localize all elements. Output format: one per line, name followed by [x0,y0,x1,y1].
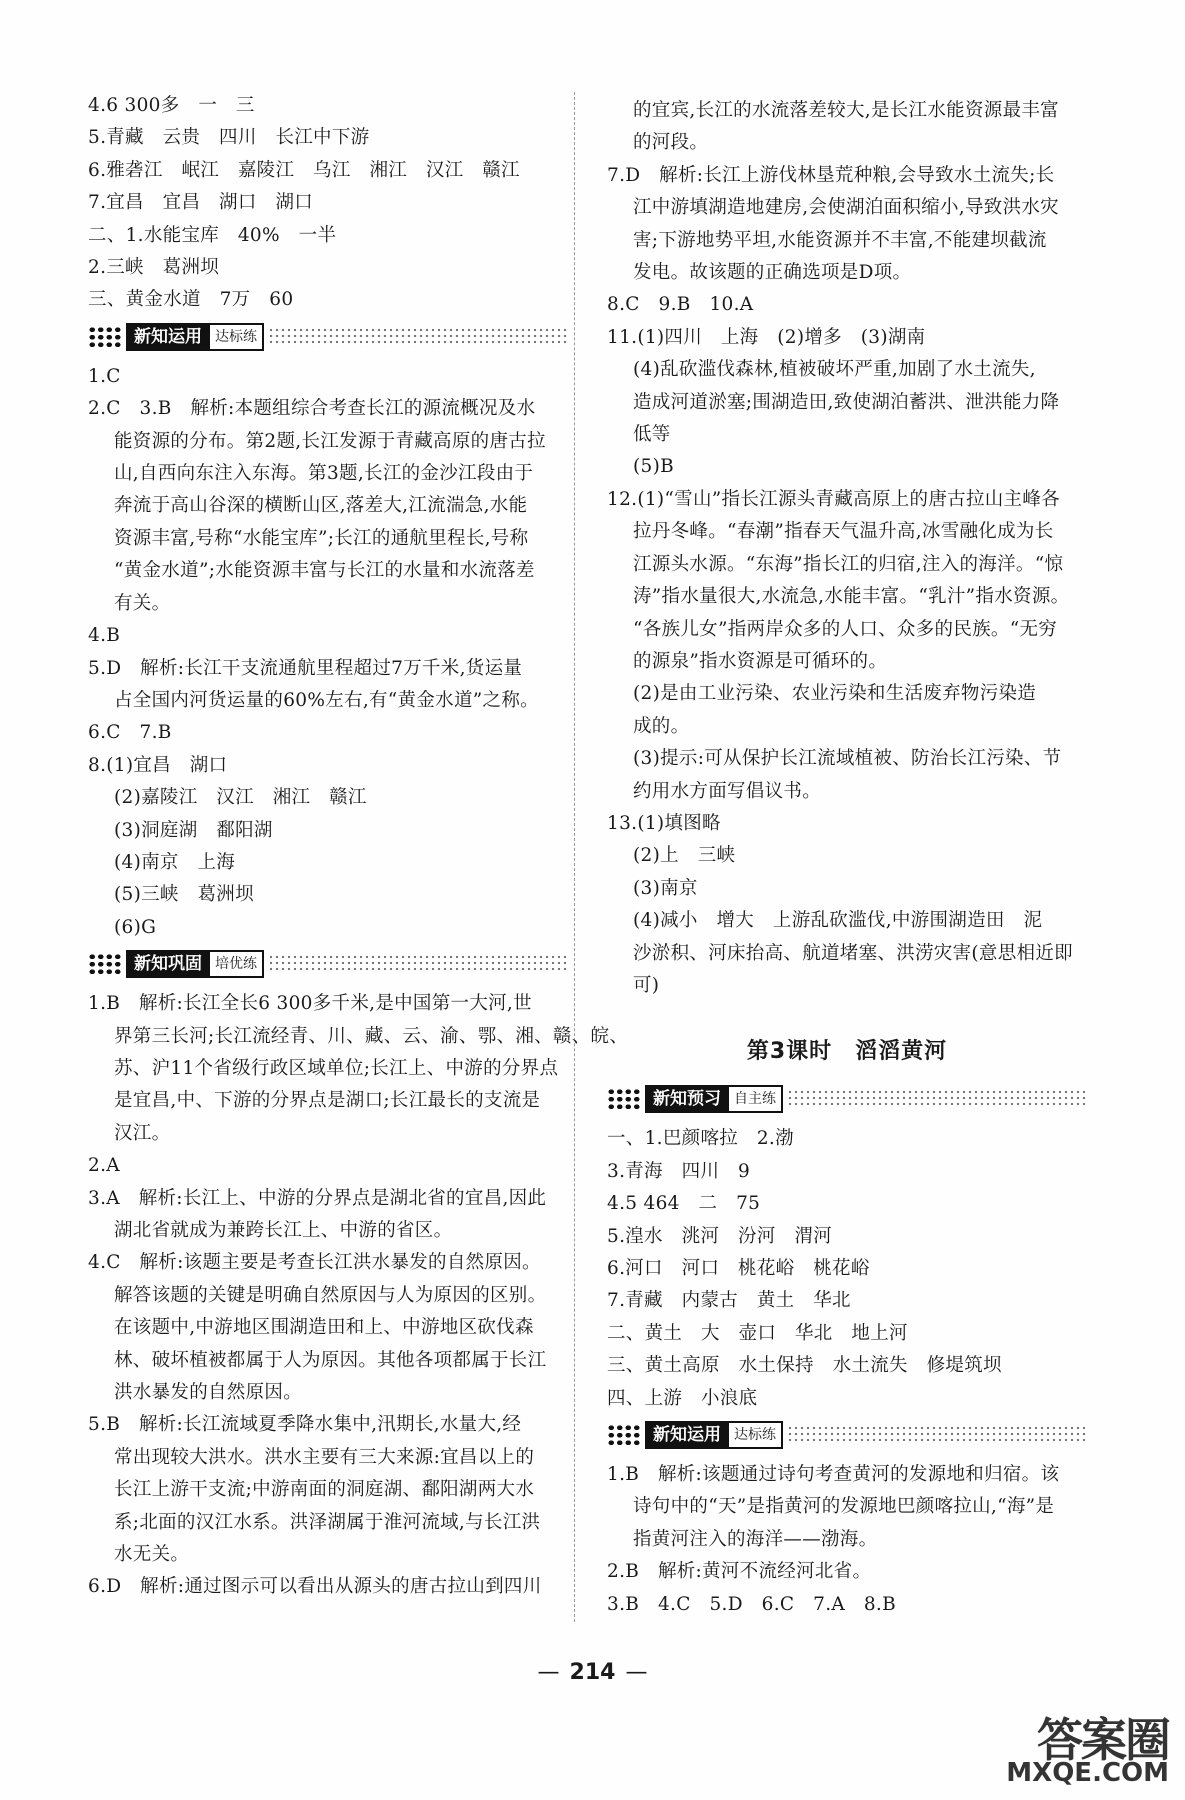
answer-line: 的宜宾,长江的水流落差较大,是长江水能资源最丰富 [633,100,1059,121]
section-subtitle: 培优练 [210,950,264,978]
answer-line: 发电。故该题的正确选项是D项。 [633,262,912,284]
dots-icon [88,326,122,348]
answer-line: (2)上 三峡 [633,845,736,867]
answer-line: 1.C [88,365,121,387]
answer-line: 成的。 [633,715,690,737]
answer-line: “黄金水道”;水能资源丰富与长江的水量和水流落差 [114,560,535,582]
answer-line: 6.河口 河口 桃花峪 桃花峪 [607,1258,870,1279]
answer-line: 有关。 [114,592,171,614]
answer-line: 资源丰富,号称“水能宝库”;长江的通航里程长,号称 [114,527,529,549]
answer-line: 2.A [88,1155,120,1177]
section-title: 新知运用 [126,323,210,351]
answer-line: 2.三峡 葛洲坝 [88,257,220,279]
answer-line: 5.B 解析:长江流域夏季降水集中,汛期长,水量大,经 [88,1414,522,1436]
answer-line: (3)提示:可从保护长江流域植被、防治长江污染、节 [633,748,1062,770]
answer-line: 4.B [88,625,121,647]
answer-line: 可) [633,974,660,996]
answer-line: 1.B 解析:长江全长6 300多千米,是中国第一大河,世 [88,993,532,1015]
answer-line: 湖北省就成为兼跨长江上、中游的省区。 [114,1220,453,1241]
section-subtitle: 自主练 [729,1085,783,1113]
answer-line: (4)乱砍滥伐森林,植被破坏严重,加剧了水土流失, [633,359,1036,381]
page-number: — 214 — [537,1660,648,1685]
watermark-top: 答案圈 [1037,1713,1169,1767]
page-number-value: 214 [569,1660,616,1685]
answer-line: 约用水方面写倡议书。 [633,780,822,802]
answer-line: 长江上游干支流;中游南面的洞庭湖、鄱阳湖两大水 [114,1479,535,1501]
answer-line: 二、1.水能宝库 40% 一半 [88,224,337,246]
answer-line: 11.(1)四川 上海 (2)增多 (3)湖南 [607,326,926,348]
lesson-title: 第3课时 滔滔黄河 [746,1039,948,1065]
left-column [88,90,629,1604]
answer-line: 5.D 解析:长江干支流通航里程超过7万千米,货运量 [88,657,523,679]
section-title: 新知巩固 [126,950,210,978]
left-answers-apply [88,361,568,944]
answer-line: 害;下游地势平坦,水能资源并不丰富,不能建坝截流 [633,229,1047,251]
answer-line: 涛”指水量很大,水流急,水能丰富。“乳汁”指水资源。 [633,586,1070,608]
answer-line: 二、黄土 大 壶口 华北 地上河 [607,1322,908,1344]
answer-line: 洪水暴发的自然原因。 [114,1382,303,1404]
answer-line: 4.6 300多 一 三 [88,95,255,116]
answer-line: 四、上游 小浪底 [607,1387,758,1409]
answer-line: “各族儿女”指两岸众多的人口、众多的民族。“无穷 [633,618,1058,640]
answer-line: 的源泉”指水资源是可循环的。 [633,650,888,672]
answer-line: 常出现较大洪水。洪水主要有三大来源:宜昌以上的 [114,1446,535,1468]
answer-line: (4)南京 上海 [114,851,236,873]
right-answers-apply [607,1459,1087,1621]
dots-icon [607,1424,641,1446]
section-subtitle: 达标练 [210,323,264,351]
answer-line: 5.青藏 云贵 四川 长江中下游 [88,127,370,149]
answer-line: 13.(1)填图略 [607,812,721,834]
section-header-apply [88,323,568,351]
answer-line: 的河段。 [633,132,709,154]
answer-line: 在该题中,中游地区围湖造田和上、中游地区砍伐森 [114,1317,534,1339]
answer-line: 能资源的分布。第2题,长江发源于青藏高原的唐古拉 [114,430,546,452]
right-answers-preview [607,1123,1087,1415]
watermark-logo [1003,1700,1173,1790]
answer-line: 2.C 3.B 解析:本题组综合考查长江的源流概况及水 [88,398,536,420]
answer-line: 6.C 7.B [88,722,172,744]
answer-line: 造成河道淤塞;围湖造田,致使湖泊蓄洪、泄洪能力降 [633,391,1060,413]
answer-line: 奔流于高山谷深的横断山区,落差大,江流湍急,水能 [114,495,528,517]
answer-line: (3)南京 [633,877,698,899]
answer-line: 三、黄土高原 水土保持 水土流失 修堤筑坝 [607,1355,1002,1377]
answer-line: 系;北面的汉江水系。洪泽湖属于淮河流域,与长江洪 [114,1511,541,1533]
answer-line: 7.D 解析:长江上游伐林垦荒种粮,会导致水土流失;长 [607,164,1055,186]
dots-icon [607,1088,641,1110]
answer-line: (5)B [633,456,675,478]
section-title: 新知运用 [645,1421,729,1449]
answer-line: 4.5 464 二 75 [607,1193,761,1215]
answer-line: 汉江。 [114,1122,171,1144]
section-header-consolidate [88,950,568,978]
answer-line: 林、破坏植被都属于人为原因。其他各项都属于长江 [114,1349,547,1371]
answer-line: 江中游填湖造地建房,会使湖泊面积缩小,导致洪水灾 [633,197,1059,219]
answer-line: 6.雅砻江 岷江 嘉陵江 乌江 湘江 汉江 赣江 [88,159,520,181]
dotted-rule [787,1425,1087,1445]
answer-line: 水无关。 [114,1544,190,1566]
answer-line: 指黄河注入的海洋——渤海。 [633,1528,878,1550]
section-subtitle: 达标练 [729,1421,783,1449]
answer-line: (6)G [114,916,157,938]
answer-line: 12.(1)“雪山”指长江源头青藏高原上的唐古拉山主峰各 [607,488,1060,510]
answer-line: 苏、沪11个省级行政区域单位;长江上、中游的分界点 [114,1057,559,1079]
dots-icon [88,953,122,975]
answer-line: 拉丹冬峰。“春潮”指春天气温升高,冰雪融化成为长 [633,521,1054,543]
answer-line: 8.C 9.B 10.A [607,294,754,316]
answer-line: 山,自西向东注入东海。第3题,长江的金沙江段由于 [114,463,534,485]
answer-line: (5)三峡 葛洲坝 [114,884,254,906]
answer-line: (2)嘉陵江 汉江 湘江 赣江 [114,787,367,809]
right-column [607,95,1087,1621]
answer-line: 8.(1)宜昌 湖口 [88,754,228,776]
answer-line: 是宜昌,中、下游的分界点是湖口;长江最长的支流是 [114,1090,541,1112]
answer-line: 一、1.巴颜喀拉 2.渤 [607,1128,794,1150]
answer-line: 江源头水源。“东海”指长江的归宿,注入的海洋。“惊 [633,553,1064,575]
answer-line: 7.宜昌 宜昌 湖口 湖口 [88,192,314,214]
dotted-rule [787,1089,1087,1109]
answer-line: 沙淤积、河床抬高、航道堵塞、洪涝灾害(意思相近即 [633,942,1073,964]
left-answers-top [88,90,568,317]
answer-line: 2.B 解析:黄河不流经河北省。 [607,1561,872,1583]
dotted-rule [268,327,568,347]
section-header-preview [607,1085,1087,1113]
section-title: 新知预习 [645,1085,729,1113]
answer-line: 解答该题的关键是明确自然原因与人为原因的区别。 [114,1284,547,1306]
answer-line: 7.青藏 内蒙古 黄土 华北 [607,1290,851,1312]
left-answers-consolidate [88,988,629,1604]
answer-line: 3.B 4.C 5.D 6.C 7.A 8.B [607,1593,896,1615]
answer-line: 1.B 解析:该题通过诗句考查黄河的发源地和归宿。该 [607,1464,1060,1486]
answer-line: 5.湟水 洮河 汾河 渭河 [607,1225,833,1247]
answer-line: 占全国内河货运量的60%左右,有“黄金水道”之称。 [114,689,539,711]
watermark-bottom: MXQE.COM [1006,1758,1169,1788]
answer-line: (3)洞庭湖 鄱阳湖 [114,819,273,841]
answer-line: 三、黄金水道 7万 60 [88,289,294,311]
answer-line: 3.A 解析:长江上、中游的分界点是湖北省的宜昌,因此 [88,1187,547,1209]
answer-line: 界第三长河;长江流经青、川、藏、云、渝、鄂、湘、赣、皖、 [114,1025,629,1047]
answer-line: (2)是由工业污染、农业污染和生活废弃物污染造 [633,683,1037,705]
column-divider [574,92,575,1622]
answer-line: 6.D 解析:通过图示可以看出从源头的唐古拉山到四川 [88,1576,542,1598]
answer-line: 诗句中的“天”是指黄河的发源地巴颜喀拉山,“海”是 [633,1496,1055,1518]
answer-line: 4.C 解析:该题主要是考查长江洪水暴发的自然原因。 [88,1252,541,1274]
dotted-rule [268,954,568,974]
answer-line: 低等 [633,424,671,446]
right-answers-top [607,95,1087,1002]
answer-line: (4)减小 增大 上游乱砍滥伐,中游围湖造田 泥 [633,910,1043,932]
answer-line: 3.青海 四川 9 [607,1160,751,1182]
section-header-apply-2 [607,1421,1087,1449]
